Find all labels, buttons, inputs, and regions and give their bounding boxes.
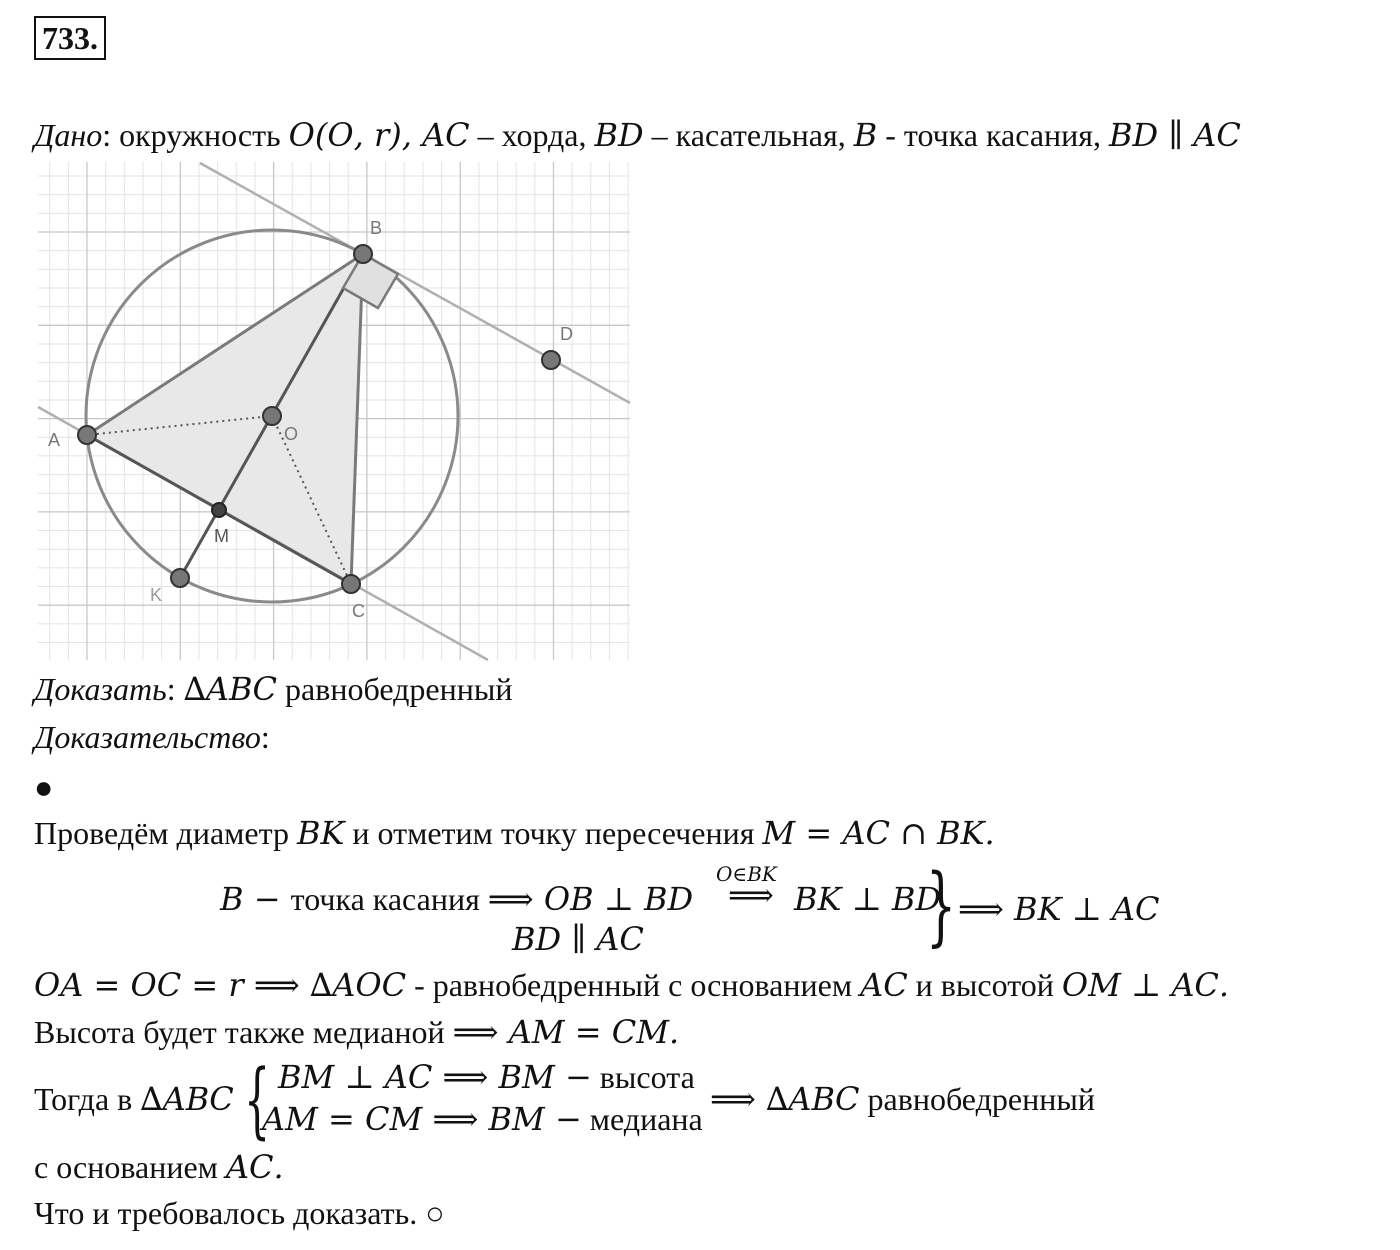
step2-text1: - равнобедренный с основанием [406, 967, 861, 1003]
label-b: B [370, 218, 383, 238]
system1-arrow: ⟹ [728, 877, 774, 913]
given-b: 𝐵 [853, 116, 878, 154]
step3-line [34, 1013, 679, 1051]
step4-result-text: равнобедренный [859, 1081, 1095, 1117]
given-text: : окружность [102, 117, 289, 153]
conclusion: Что и требовалось доказать. ○ [34, 1195, 445, 1231]
prove-line [34, 670, 512, 708]
point-m [212, 503, 226, 517]
problem-number: 733. [34, 16, 106, 60]
given-rest1: – хорда, [469, 117, 595, 153]
given-circle: 𝑂(𝑂, 𝑟), 𝐴𝐶 [288, 116, 470, 154]
point-b [354, 245, 372, 263]
system1-line2: 𝐵𝐷 ∥ 𝐴𝐶 [512, 920, 644, 958]
given-parallel: 𝐵𝐷 ∥ 𝐴𝐶 [1109, 116, 1241, 154]
step4-text: Тогда в [34, 1081, 141, 1117]
label-o: O [284, 424, 299, 444]
step5-math: 𝐴𝐶. [225, 1148, 284, 1186]
step4-row1-text: высота [591, 1059, 695, 1095]
given-rest2: – касательная, [643, 117, 854, 153]
step2-line [34, 966, 1229, 1004]
step4-row2-text: медиана [581, 1101, 703, 1137]
step3-math: ⟹ 𝐴𝑀 = 𝐶𝑀. [452, 1013, 680, 1051]
point-c [342, 575, 360, 593]
proof-label: Доказательство [34, 719, 261, 755]
step5-text: с основанием [34, 1149, 226, 1185]
system1-brace: } [926, 856, 957, 956]
system1-arrow-label: 𝑂∈𝐵𝐾 [716, 862, 777, 886]
step4-result-math: ⟹ ∆𝐴𝐵𝐶 [710, 1080, 860, 1118]
step2-math2: 𝑂𝑀 ⊥ 𝐴𝐶. [1061, 966, 1230, 1004]
point-k [171, 569, 189, 587]
step2-ac: 𝐴𝐶 [860, 966, 908, 1004]
prove-label: Доказать [34, 671, 167, 707]
proof-colon: : [260, 719, 270, 755]
prove-text: равнобедренный [277, 671, 513, 707]
system1-line1 [220, 880, 693, 918]
given-label: Дано [34, 117, 103, 153]
point-o [263, 407, 281, 425]
proof-label-line [34, 718, 270, 756]
step4-intro [34, 1080, 234, 1118]
system1-line1-end: 𝐵𝐾 ⊥ 𝐵𝐷 [794, 880, 942, 918]
point-d [542, 351, 560, 369]
prove-math: ∆𝐴𝐵𝐶 [183, 670, 278, 708]
step4-row1 [278, 1058, 695, 1096]
label-a: A [48, 430, 61, 450]
step4-row1-math: 𝐵𝑀 ⊥ 𝐴𝐶 ⟹ 𝐵𝑀 − [278, 1058, 592, 1096]
step4-row2-math: 𝐴𝑀 = 𝐶𝑀 ⟹ 𝐵𝑀 − [262, 1100, 582, 1138]
system1-text: точка касания [290, 881, 480, 917]
step2-math1: 𝑂𝐴 = 𝑂𝐶 = 𝑟 ⟹ ∆𝐴𝑂𝐶 [34, 966, 407, 1004]
step3-text: Высота будет также медианой [34, 1014, 453, 1050]
system1-math: ⟹ 𝑂𝐵 ⊥ 𝐵𝐷 [487, 880, 694, 918]
step4-brace: { [244, 1053, 271, 1148]
point-a [78, 426, 96, 444]
step4-result [710, 1080, 1095, 1118]
step2-text2: и высотой [907, 967, 1062, 1003]
step1-text: Проведём диаметр [34, 815, 297, 851]
system1-result: ⟹ 𝐵𝐾 ⊥ 𝐴𝐶 [958, 890, 1160, 928]
bullet: ● [34, 769, 54, 805]
label-d: D [560, 324, 573, 344]
system1-b: 𝐵 − [220, 880, 291, 918]
step1-text2: и отметим точку пересечения [344, 815, 763, 851]
step1-line [34, 814, 995, 852]
step5-line [34, 1148, 284, 1186]
geometry-figure [0, 0, 660, 670]
step4-row2 [262, 1100, 703, 1138]
step1-bk: 𝐵𝐾 [296, 814, 345, 852]
given-bd: 𝐵𝐷 [594, 116, 644, 154]
label-k: K [150, 585, 163, 605]
label-c: C [352, 601, 365, 621]
prove-colon: : [166, 671, 184, 707]
label-m: M [214, 526, 229, 546]
given-rest3: - точка касания, [877, 117, 1109, 153]
step1-math: 𝑀 = 𝐴𝐶 ∩ 𝐵𝐾. [762, 814, 995, 852]
step4-tri: ∆𝐴𝐵𝐶 [140, 1080, 234, 1118]
